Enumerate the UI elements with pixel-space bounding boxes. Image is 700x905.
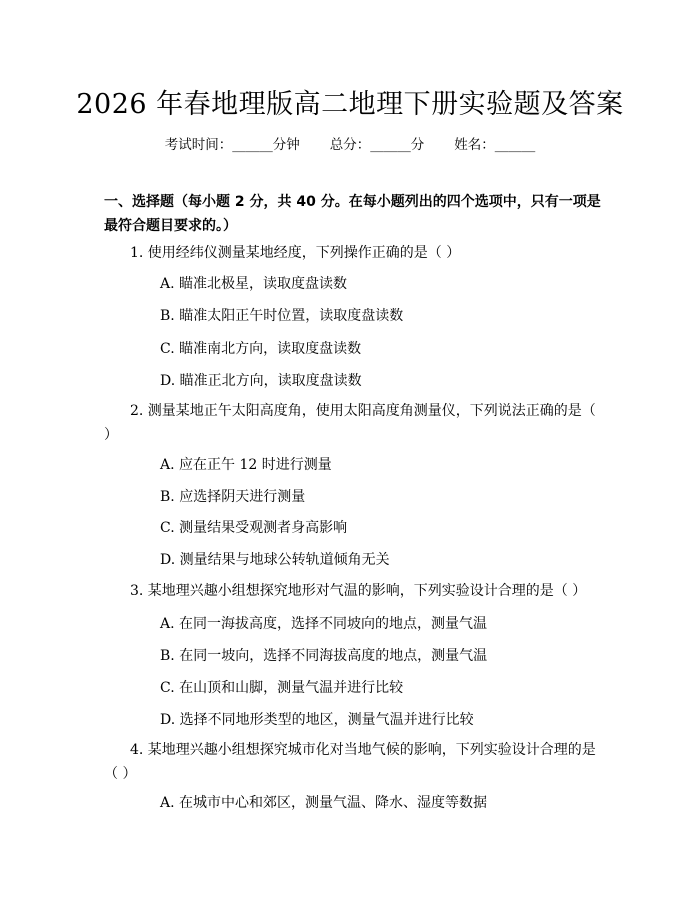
- question-2-stem: [104, 399, 604, 447]
- page-title: 2026 年春地理版高二地理下册实验题及答案: [76, 89, 624, 120]
- question-4-stem: [104, 738, 604, 786]
- exam-time-field: 考试时间：______分钟: [164, 137, 300, 153]
- question-1-option-a: A. 瞄准北极星，读取度盘读数: [160, 276, 348, 292]
- question-1-text: 1. 使用经纬仪测量某地经度，下列操作正确的是（ ）: [130, 245, 461, 261]
- question-2-text: 2. 测量某地正午太阳高度角，使用太阳高度角测量仪，下列说法正确的是（ ）: [104, 403, 596, 443]
- question-1-option-c: C. 瞄准南北方向，读取度盘读数: [160, 341, 362, 357]
- exam-meta: [0, 133, 700, 153]
- question-3-option-b: B. 在同一坡向，选择不同海拔高度的地点，测量气温: [160, 648, 488, 664]
- question-3-option-a: A. 在同一海拔高度，选择不同坡向的地点，测量气温: [160, 616, 488, 632]
- question-1-option-d: D. 瞄准正北方向，读取度盘读数: [160, 373, 362, 389]
- question-1-stem: [104, 241, 604, 265]
- student-name-field: 姓名：______: [454, 137, 536, 153]
- question-2-option-d: D. 测量结果与地球公转轨道倾角无关: [160, 552, 390, 568]
- question-2-option-a: A. 应在正午 12 时进行测量: [160, 457, 332, 473]
- question-4-option-a: A. 在城市中心和郊区，测量气温、降水、湿度等数据: [160, 795, 488, 811]
- question-3-stem: [104, 579, 604, 603]
- question-4-text: 4. 某地理兴趣小组想探究城市化对当地气候的影响，下列实验设计合理的是（ ）: [104, 742, 596, 782]
- total-score-field: 总分：______分: [329, 137, 425, 153]
- question-3-option-c: C. 在山顶和山脚，测量气温并进行比较: [160, 680, 404, 696]
- question-3-option-d: D. 选择不同地形类型的地区，测量气温并进行比较: [160, 712, 474, 728]
- question-1-option-b: B. 瞄准太阳正午时位置，读取度盘读数: [160, 308, 404, 324]
- section-heading: 一、选择题（每小题 2 分，共 40 分。在每小题列出的四个选项中，只有一项是最符合题目要求的。）: [104, 194, 601, 234]
- question-3-text: 3. 某地理兴趣小组想探究地形对气温的影响，下列实验设计合理的是（ ）: [130, 583, 587, 599]
- question-2-option-b: B. 应选择阴天进行测量: [160, 489, 306, 505]
- question-2-option-c: C. 测量结果受观测者身高影响: [160, 520, 348, 536]
